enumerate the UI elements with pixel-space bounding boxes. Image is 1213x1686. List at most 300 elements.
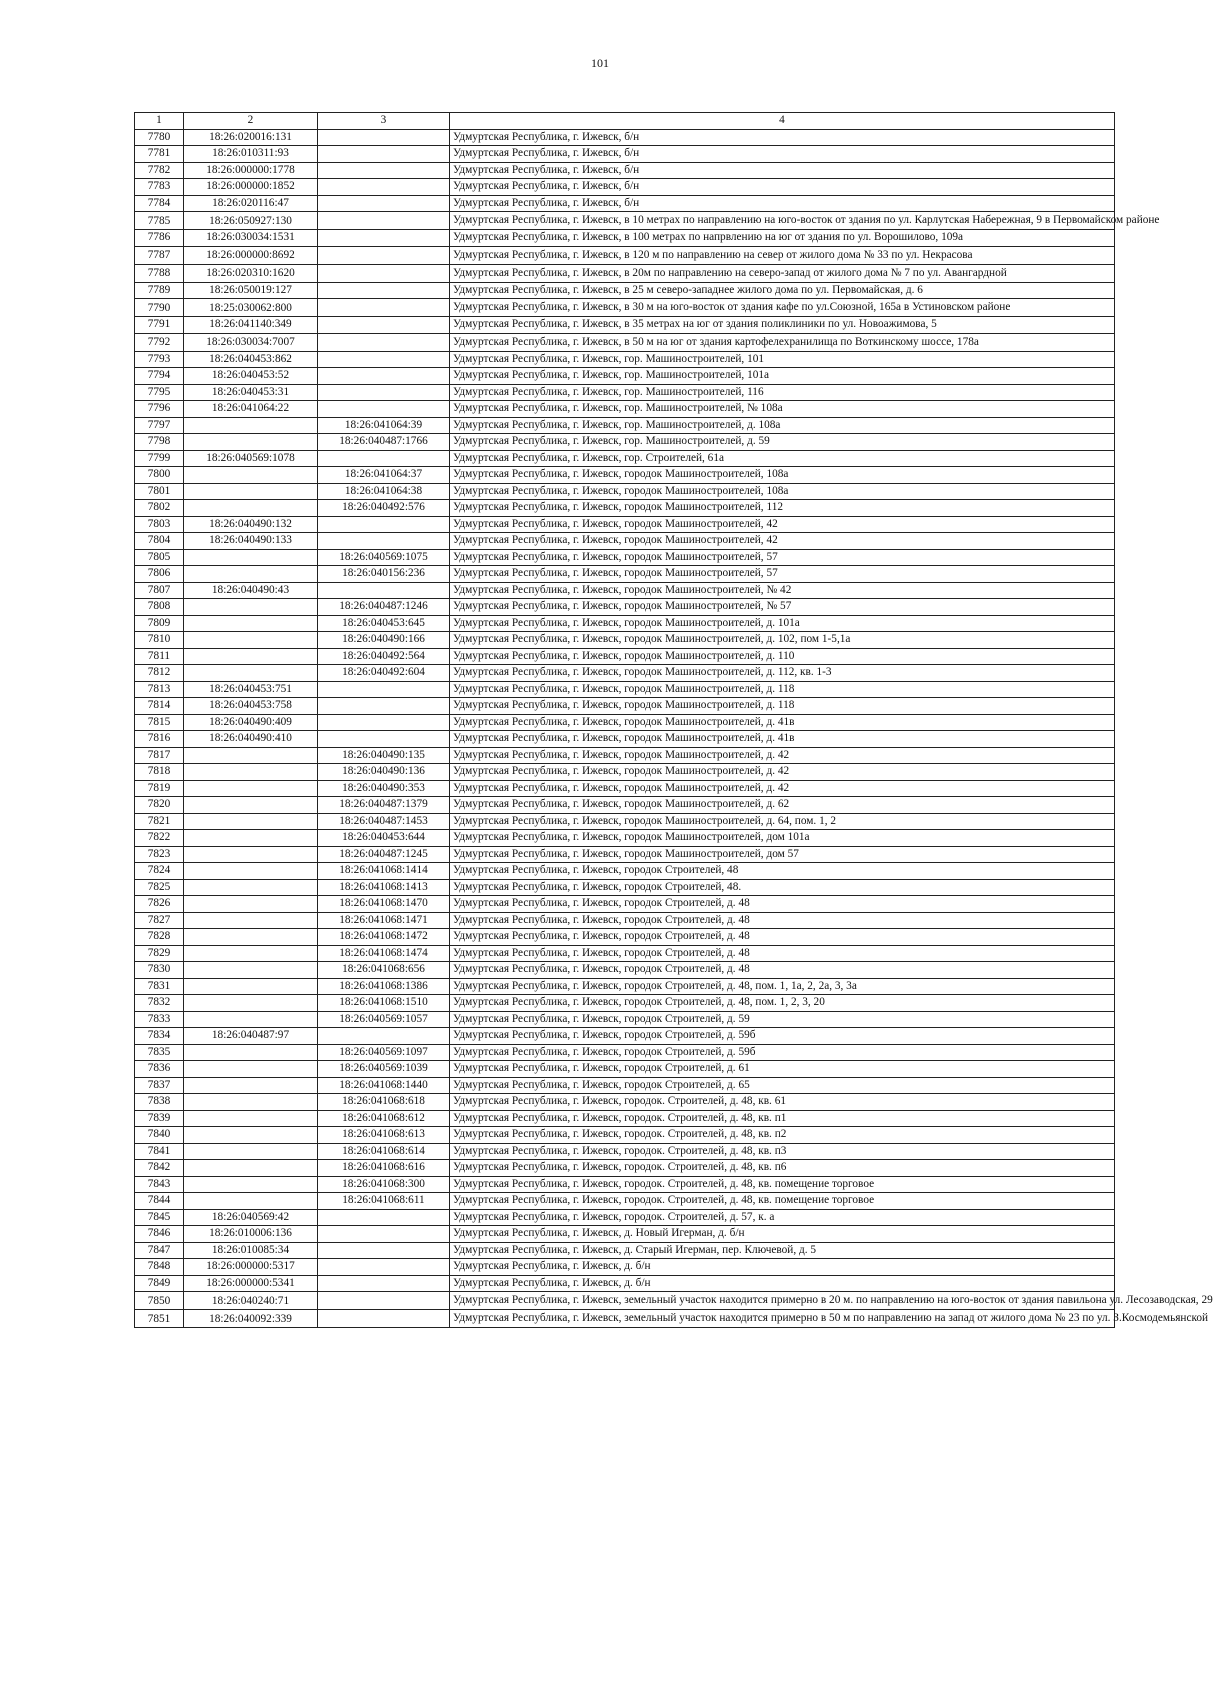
address: Удмуртская Республика, г. Ижевск, городок Машиностроителей, д. 102, пом 1-5,1а — [450, 632, 1115, 649]
cadastral-number-building — [318, 195, 450, 212]
address: Удмуртская Республика, г. Ижевск, городок Машиностроителей, дом 57 — [450, 846, 1115, 863]
address: Удмуртская Республика, г. Ижевск, в 50 м на юг от здания картофелехранилища по Воткинскому шоссе, 178а — [450, 333, 1115, 351]
table-row — [135, 317, 1115, 334]
cadastral-number — [184, 1110, 318, 1127]
row-number: 7822 — [135, 830, 184, 847]
address: Удмуртская Республика, г. Ижевск, городок Строителей, д. 59б — [450, 1044, 1115, 1061]
cadastral-number-building: 18:26:040492:576 — [318, 500, 450, 517]
cadastral-number-building: 18:26:040487:1246 — [318, 599, 450, 616]
cadastral-number — [184, 863, 318, 880]
address: Удмуртская Республика, г. Ижевск, в 25 м северо-западнее жилого дома по ул. Первомайская, д. 6 — [450, 282, 1115, 299]
cadastral-number — [184, 467, 318, 484]
row-number: 7818 — [135, 764, 184, 781]
row-number: 7841 — [135, 1143, 184, 1160]
address: Удмуртская Республика, г. Ижевск, городок Строителей, д. 61 — [450, 1061, 1115, 1078]
cadastral-number — [184, 830, 318, 847]
address: Удмуртская Республика, г. Ижевск, городок Машиностроителей, д. 62 — [450, 797, 1115, 814]
row-number: 7808 — [135, 599, 184, 616]
row-number: 7795 — [135, 384, 184, 401]
cadastral-number: 18:26:040453:751 — [184, 681, 318, 698]
cadastral-number-building: 18:26:041068:612 — [318, 1110, 450, 1127]
table-row — [135, 665, 1115, 682]
cadastral-number — [184, 846, 318, 863]
cadastral-number-building: 18:26:041068:1413 — [318, 879, 450, 896]
address: Удмуртская Республика, г. Ижевск, городок Машиностроителей, 42 — [450, 533, 1115, 550]
cadastral-number: 18:26:010006:136 — [184, 1226, 318, 1243]
cadastral-number-building: 18:26:041068:616 — [318, 1160, 450, 1177]
row-number: 7783 — [135, 179, 184, 196]
cadastral-number-building — [318, 129, 450, 146]
cadastral-number — [184, 1044, 318, 1061]
address: Удмуртская Республика, г. Ижевск, городок Машиностроителей, д. 101а — [450, 615, 1115, 632]
table-row — [135, 1077, 1115, 1094]
cadastral-number — [184, 896, 318, 913]
table-row — [135, 146, 1115, 163]
table-row — [135, 945, 1115, 962]
cadastral-number-building: 18:26:040487:1453 — [318, 813, 450, 830]
cadastral-number — [184, 1143, 318, 1160]
table-row — [135, 731, 1115, 748]
address: Удмуртская Республика, г. Ижевск, городок Строителей, д. 59б — [450, 1028, 1115, 1045]
cadastral-number-building — [318, 714, 450, 731]
row-number: 7844 — [135, 1193, 184, 1210]
table-row — [135, 797, 1115, 814]
cadastral-number-building: 18:26:041068:1414 — [318, 863, 450, 880]
cadastral-number-building: 18:26:040487:1245 — [318, 846, 450, 863]
cadastral-number-building: 18:26:040492:564 — [318, 648, 450, 665]
column-header-3: 3 — [318, 113, 450, 130]
address: Удмуртская Республика, г. Ижевск, д. б/н — [450, 1275, 1115, 1292]
cadastral-number — [184, 1176, 318, 1193]
address: Удмуртская Республика, г. Ижевск, городок Машиностроителей, 108а — [450, 483, 1115, 500]
cadastral-number-building: 18:26:041068:611 — [318, 1193, 450, 1210]
table-row — [135, 632, 1115, 649]
cadastral-number-building: 18:26:040490:136 — [318, 764, 450, 781]
column-header-1: 1 — [135, 113, 184, 130]
cadastral-number — [184, 945, 318, 962]
address: Удмуртская Республика, г. Ижевск, городок Машиностроителей, д. 42 — [450, 747, 1115, 764]
cadastral-number — [184, 1011, 318, 1028]
table-row — [135, 764, 1115, 781]
address: Удмуртская Республика, г. Ижевск, городок Строителей, д. 59 — [450, 1011, 1115, 1028]
row-number: 7782 — [135, 162, 184, 179]
cadastral-number-building: 18:26:041068:1472 — [318, 929, 450, 946]
cadastral-number: 18:26:040453:758 — [184, 698, 318, 715]
address: Удмуртская Республика, г. Ижевск, городок Строителей, д. 48 — [450, 896, 1115, 913]
address: Удмуртская Республика, г. Ижевск, б/н — [450, 146, 1115, 163]
address: Удмуртская Республика, г. Ижевск, гор. Машиностроителей, д. 108а — [450, 417, 1115, 434]
table-row — [135, 698, 1115, 715]
address: Удмуртская Республика, г. Ижевск, городок Строителей, д. 48, пом. 1, 2, 3, 20 — [450, 995, 1115, 1012]
cadastral-number — [184, 549, 318, 566]
row-number: 7786 — [135, 230, 184, 247]
address: Удмуртская Республика, г. Ижевск, городок Машиностроителей, 57 — [450, 566, 1115, 583]
address: Удмуртская Республика, г. Ижевск, городок Машиностроителей, 112 — [450, 500, 1115, 517]
cadastral-number — [184, 1193, 318, 1210]
cadastral-number-building — [318, 681, 450, 698]
table-row — [135, 1110, 1115, 1127]
cadastral-number-building: 18:26:040492:604 — [318, 665, 450, 682]
cadastral-number-building — [318, 299, 450, 317]
cadastral-number-building — [318, 162, 450, 179]
cadastral-number: 18:26:000000:8692 — [184, 246, 318, 264]
cadastral-number: 18:26:040092:339 — [184, 1310, 318, 1328]
table-row — [135, 1292, 1115, 1310]
address: Удмуртская Республика, г. Ижевск, земельный участок находится примерно в 50 м по направлению на запад от жилого дома № 23 по ул. З.Космодемьянской — [450, 1310, 1115, 1328]
cadastral-number: 18:26:010311:93 — [184, 146, 318, 163]
cadastral-number — [184, 1077, 318, 1094]
cadastral-number: 18:26:040453:31 — [184, 384, 318, 401]
table-row — [135, 282, 1115, 299]
cadastral-number — [184, 417, 318, 434]
table-row — [135, 1011, 1115, 1028]
row-number: 7815 — [135, 714, 184, 731]
table-row — [135, 978, 1115, 995]
address: Удмуртская Республика, г. Ижевск, городок Строителей, д. 48 — [450, 912, 1115, 929]
table-row — [135, 368, 1115, 385]
address: Удмуртская Республика, г. Ижевск, городок Машиностроителей, д. 41в — [450, 714, 1115, 731]
cadastral-number — [184, 434, 318, 451]
cadastral-number-building — [318, 450, 450, 467]
address: Удмуртская Республика, г. Ижевск, б/н — [450, 179, 1115, 196]
row-number: 7794 — [135, 368, 184, 385]
table-row — [135, 566, 1115, 583]
cadastral-number: 18:26:020016:131 — [184, 129, 318, 146]
row-number: 7820 — [135, 797, 184, 814]
cadastral-number — [184, 615, 318, 632]
address: Удмуртская Республика, г. Ижевск, городок. Строителей, д. 48, кв. п2 — [450, 1127, 1115, 1144]
address: Удмуртская Республика, г. Ижевск, гор. Машиностроителей, 116 — [450, 384, 1115, 401]
cadastral-number-building: 18:26:040569:1057 — [318, 1011, 450, 1028]
table-header-row — [135, 113, 1115, 130]
cadastral-number-building: 18:26:041068:1474 — [318, 945, 450, 962]
table-row — [135, 863, 1115, 880]
cadastral-number-building: 18:26:041068:1471 — [318, 912, 450, 929]
cadastral-number-building: 18:26:040490:353 — [318, 780, 450, 797]
table-row — [135, 483, 1115, 500]
table-row — [135, 896, 1115, 913]
address: Удмуртская Республика, г. Ижевск, городок Машиностроителей, № 42 — [450, 582, 1115, 599]
cadastral-number-building — [318, 146, 450, 163]
cadastral-number — [184, 483, 318, 500]
cadastral-number-building — [318, 698, 450, 715]
cadastral-number-building: 18:26:041068:1386 — [318, 978, 450, 995]
cadastral-number — [184, 632, 318, 649]
address: Удмуртская Республика, г. Ижевск, городок Машиностроителей, д. 41в — [450, 731, 1115, 748]
table-row — [135, 246, 1115, 264]
address: Удмуртская Республика, г. Ижевск, городок Машиностроителей, д. 118 — [450, 698, 1115, 715]
cadastral-number: 18:26:040490:410 — [184, 731, 318, 748]
row-number: 7805 — [135, 549, 184, 566]
cadastral-number: 18:26:050019:127 — [184, 282, 318, 299]
table-row — [135, 212, 1115, 230]
cadastral-number: 18:26:030034:7007 — [184, 333, 318, 351]
row-number: 7791 — [135, 317, 184, 334]
address: Удмуртская Республика, г. Ижевск, городок. Строителей, д. 48, кв. помещение торговое — [450, 1176, 1115, 1193]
cadastral-number-building — [318, 282, 450, 299]
row-number: 7829 — [135, 945, 184, 962]
cadastral-number: 18:26:020116:47 — [184, 195, 318, 212]
address: Удмуртская Республика, г. Ижевск, б/н — [450, 129, 1115, 146]
cadastral-number-building: 18:26:040569:1075 — [318, 549, 450, 566]
cadastral-number: 18:26:000000:1778 — [184, 162, 318, 179]
cadastral-number-building: 18:26:040569:1097 — [318, 1044, 450, 1061]
table-row — [135, 1310, 1115, 1328]
row-number: 7821 — [135, 813, 184, 830]
row-number: 7790 — [135, 299, 184, 317]
cadastral-number: 18:26:040490:133 — [184, 533, 318, 550]
cadastral-number-building: 18:26:040453:644 — [318, 830, 450, 847]
address: Удмуртская Республика, г. Ижевск, б/н — [450, 162, 1115, 179]
row-number: 7848 — [135, 1259, 184, 1276]
table-row — [135, 879, 1115, 896]
cadastral-number: 18:26:000000:5341 — [184, 1275, 318, 1292]
cadastral-number: 18:26:030034:1531 — [184, 230, 318, 247]
cadastral-number: 18:26:040453:52 — [184, 368, 318, 385]
cadastral-number-building: 18:26:041068:1470 — [318, 896, 450, 913]
table-row — [135, 384, 1115, 401]
row-number: 7824 — [135, 863, 184, 880]
cadastral-number-building — [318, 582, 450, 599]
cadastral-number: 18:26:040487:97 — [184, 1028, 318, 1045]
row-number: 7787 — [135, 246, 184, 264]
table-row — [135, 401, 1115, 418]
row-number: 7838 — [135, 1094, 184, 1111]
cadastral-number-building: 18:26:040490:135 — [318, 747, 450, 764]
row-number: 7789 — [135, 282, 184, 299]
cadastral-number — [184, 1127, 318, 1144]
row-number: 7781 — [135, 146, 184, 163]
table-row — [135, 912, 1115, 929]
cadastral-number — [184, 780, 318, 797]
cadastral-number — [184, 566, 318, 583]
address: Удмуртская Республика, г. Ижевск, городок Машиностроителей, д. 110 — [450, 648, 1115, 665]
address: Удмуртская Республика, г. Ижевск, гор. Машиностроителей, № 108а — [450, 401, 1115, 418]
table-row — [135, 1176, 1115, 1193]
cadastral-number-building — [318, 264, 450, 282]
row-number: 7801 — [135, 483, 184, 500]
cadastral-number-building — [318, 317, 450, 334]
row-number: 7851 — [135, 1310, 184, 1328]
cadastral-number — [184, 797, 318, 814]
address: Удмуртская Республика, г. Ижевск, городок Строителей, 48 — [450, 863, 1115, 880]
address: Удмуртская Республика, г. Ижевск, городок Строителей, д. 65 — [450, 1077, 1115, 1094]
cadastral-number-building — [318, 230, 450, 247]
table-row — [135, 962, 1115, 979]
row-number: 7839 — [135, 1110, 184, 1127]
table-row — [135, 179, 1115, 196]
address: Удмуртская Республика, г. Ижевск, городок Машиностроителей, 42 — [450, 516, 1115, 533]
cadastral-number: 18:26:040569:1078 — [184, 450, 318, 467]
table-row — [135, 582, 1115, 599]
cadastral-number-building: 18:26:040487:1766 — [318, 434, 450, 451]
table-row — [135, 813, 1115, 830]
address: Удмуртская Республика, г. Ижевск, городок Строителей, д. 48 — [450, 962, 1115, 979]
cadastral-number-building: 18:26:040487:1379 — [318, 797, 450, 814]
address: Удмуртская Республика, г. Ижевск, городок. Строителей, д. 48, кв. п1 — [450, 1110, 1115, 1127]
row-number: 7819 — [135, 780, 184, 797]
cadastral-number-building — [318, 1310, 450, 1328]
address: Удмуртская Республика, г. Ижевск, городок Машиностроителей, дом 101а — [450, 830, 1115, 847]
cadastral-number-building — [318, 212, 450, 230]
address: Удмуртская Республика, г. Ижевск, городок Машиностроителей, № 57 — [450, 599, 1115, 616]
table-row — [135, 599, 1115, 616]
address: Удмуртская Республика, г. Ижевск, городок Машиностроителей, 108а — [450, 467, 1115, 484]
cadastral-number-building: 18:26:040453:645 — [318, 615, 450, 632]
row-number: 7788 — [135, 264, 184, 282]
table-row — [135, 1259, 1115, 1276]
cadastral-number — [184, 978, 318, 995]
table-row — [135, 648, 1115, 665]
address: Удмуртская Республика, г. Ижевск, городок. Строителей, д. 48, кв. помещение торговое — [450, 1193, 1115, 1210]
table-row — [135, 434, 1115, 451]
address: Удмуртская Республика, г. Ижевск, городок. Строителей, д. 48, кв. п3 — [450, 1143, 1115, 1160]
table-row — [135, 1193, 1115, 1210]
cadastral-number-building: 18:26:041064:37 — [318, 467, 450, 484]
table-row — [135, 333, 1115, 351]
address: Удмуртская Республика, г. Ижевск, городок Машиностроителей, д. 42 — [450, 764, 1115, 781]
row-number: 7793 — [135, 351, 184, 368]
table-row — [135, 516, 1115, 533]
cadastral-number-building — [318, 1292, 450, 1310]
address: Удмуртская Республика, г. Ижевск, д. Старый Игерман, пер. Ключевой, д. 5 — [450, 1242, 1115, 1259]
cadastral-number — [184, 648, 318, 665]
cadastral-number-building — [318, 401, 450, 418]
address: Удмуртская Республика, г. Ижевск, городок Строителей, д. 48, пом. 1, 1а, 2, 2а, 3, 3а — [450, 978, 1115, 995]
row-number: 7832 — [135, 995, 184, 1012]
row-number: 7802 — [135, 500, 184, 517]
row-number: 7835 — [135, 1044, 184, 1061]
row-number: 7784 — [135, 195, 184, 212]
cadastral-number — [184, 813, 318, 830]
row-number: 7831 — [135, 978, 184, 995]
cadastral-number-building — [318, 1259, 450, 1276]
cadastral-number-building — [318, 1209, 450, 1226]
cadastral-number-building — [318, 333, 450, 351]
address: Удмуртская Республика, г. Ижевск, в 20м по направлению на северо-запад от жилого дома № 7 по ул. Авангардной — [450, 264, 1115, 282]
address: Удмуртская Республика, г. Ижевск, д. Новый Игерман, д. б/н — [450, 1226, 1115, 1243]
row-number: 7799 — [135, 450, 184, 467]
address: Удмуртская Республика, г. Ижевск, городок. Строителей, д. 48, кв. 61 — [450, 1094, 1115, 1111]
cadastral-number: 18:26:040490:132 — [184, 516, 318, 533]
cadastral-number: 18:26:041140:349 — [184, 317, 318, 334]
cadastral-number — [184, 599, 318, 616]
table-row — [135, 1127, 1115, 1144]
table-body — [135, 129, 1213, 1328]
row-number: 7828 — [135, 929, 184, 946]
cadastral-number — [184, 995, 318, 1012]
row-number: 7807 — [135, 582, 184, 599]
cadastral-number: 18:26:020310:1620 — [184, 264, 318, 282]
cadastral-number-building — [318, 533, 450, 550]
cadastral-number-building: 18:26:041068:1440 — [318, 1077, 450, 1094]
page-number: 101 — [591, 56, 609, 70]
cadastral-number — [184, 879, 318, 896]
row-number: 7780 — [135, 129, 184, 146]
cadastral-number-building: 18:26:040569:1039 — [318, 1061, 450, 1078]
table-row — [135, 351, 1115, 368]
address: Удмуртская Республика, г. Ижевск, гор. Строителей, 61а — [450, 450, 1115, 467]
cadastral-number-building: 18:26:041068:656 — [318, 962, 450, 979]
row-number: 7833 — [135, 1011, 184, 1028]
row-number: 7826 — [135, 896, 184, 913]
row-number: 7811 — [135, 648, 184, 665]
row-number: 7836 — [135, 1061, 184, 1078]
cadastral-number: 18:26:041064:22 — [184, 401, 318, 418]
row-number: 7806 — [135, 566, 184, 583]
cadastral-number-building — [318, 731, 450, 748]
table-row — [135, 417, 1115, 434]
row-number: 7797 — [135, 417, 184, 434]
cadastral-number-building — [318, 1028, 450, 1045]
address: Удмуртская Республика, г. Ижевск, б/н — [450, 195, 1115, 212]
address: Удмуртская Республика, г. Ижевск, в 100 метрах по напрвлению на юг от здания по ул. Ворошилово, 109а — [450, 230, 1115, 247]
cadastral-number — [184, 1094, 318, 1111]
row-number: 7843 — [135, 1176, 184, 1193]
cadastral-number-building: 18:26:041068:1510 — [318, 995, 450, 1012]
table-row — [135, 230, 1115, 247]
cadastral-number — [184, 747, 318, 764]
table-row — [135, 1044, 1115, 1061]
row-number: 7810 — [135, 632, 184, 649]
cadastral-number-building — [318, 246, 450, 264]
address: Удмуртская Республика, г. Ижевск, гор. Машиностроителей, д. 59 — [450, 434, 1115, 451]
table-row — [135, 500, 1115, 517]
cadastral-number-building — [318, 351, 450, 368]
address: Удмуртская Республика, г. Ижевск, городок. Строителей, д. 57, к. а — [450, 1209, 1115, 1226]
address: Удмуртская Республика, г. Ижевск, городок Строителей, д. 48 — [450, 945, 1115, 962]
cadastral-number: 18:26:050927:130 — [184, 212, 318, 230]
table-row — [135, 714, 1115, 731]
cadastral-number: 18:26:000000:5317 — [184, 1259, 318, 1276]
address: Удмуртская Республика, г. Ижевск, городок Машиностроителей, д. 42 — [450, 780, 1115, 797]
row-number: 7840 — [135, 1127, 184, 1144]
cadastral-number-building: 18:26:040156:236 — [318, 566, 450, 583]
table-row — [135, 846, 1115, 863]
row-number: 7796 — [135, 401, 184, 418]
cadastral-number-building — [318, 368, 450, 385]
cadastral-number: 18:26:000000:1852 — [184, 179, 318, 196]
table-row — [135, 549, 1115, 566]
cadastral-number — [184, 1160, 318, 1177]
row-number: 7816 — [135, 731, 184, 748]
table-row — [135, 1094, 1115, 1111]
row-number: 7837 — [135, 1077, 184, 1094]
row-number: 7798 — [135, 434, 184, 451]
cadastral-number — [184, 1061, 318, 1078]
cadastral-number-building: 18:26:041068:300 — [318, 1176, 450, 1193]
cadastral-number — [184, 665, 318, 682]
row-number: 7803 — [135, 516, 184, 533]
row-number: 7813 — [135, 681, 184, 698]
row-number: 7804 — [135, 533, 184, 550]
cadastral-number — [184, 764, 318, 781]
cadastral-number-building — [318, 1275, 450, 1292]
cadastral-number: 18:25:030062:800 — [184, 299, 318, 317]
cadastral-number-building: 18:26:041068:614 — [318, 1143, 450, 1160]
table-row — [135, 264, 1115, 282]
row-number: 7809 — [135, 615, 184, 632]
cadastral-number: 18:26:040569:42 — [184, 1209, 318, 1226]
address: Удмуртская Республика, г. Ижевск, в 35 метрах на юг от здания поликлиники по ул. Новоажимова, 5 — [450, 317, 1115, 334]
cadastral-number-building — [318, 384, 450, 401]
address: Удмуртская Республика, г. Ижевск, д. б/н — [450, 1259, 1115, 1276]
table-row — [135, 467, 1115, 484]
table-row — [135, 129, 1115, 146]
cadastral-number — [184, 912, 318, 929]
address: Удмуртская Республика, г. Ижевск, в 30 м на юго-восток от здания кафе по ул.Союзной, 165а в Устиновском районе — [450, 299, 1115, 317]
cadastral-number: 18:26:040490:43 — [184, 582, 318, 599]
